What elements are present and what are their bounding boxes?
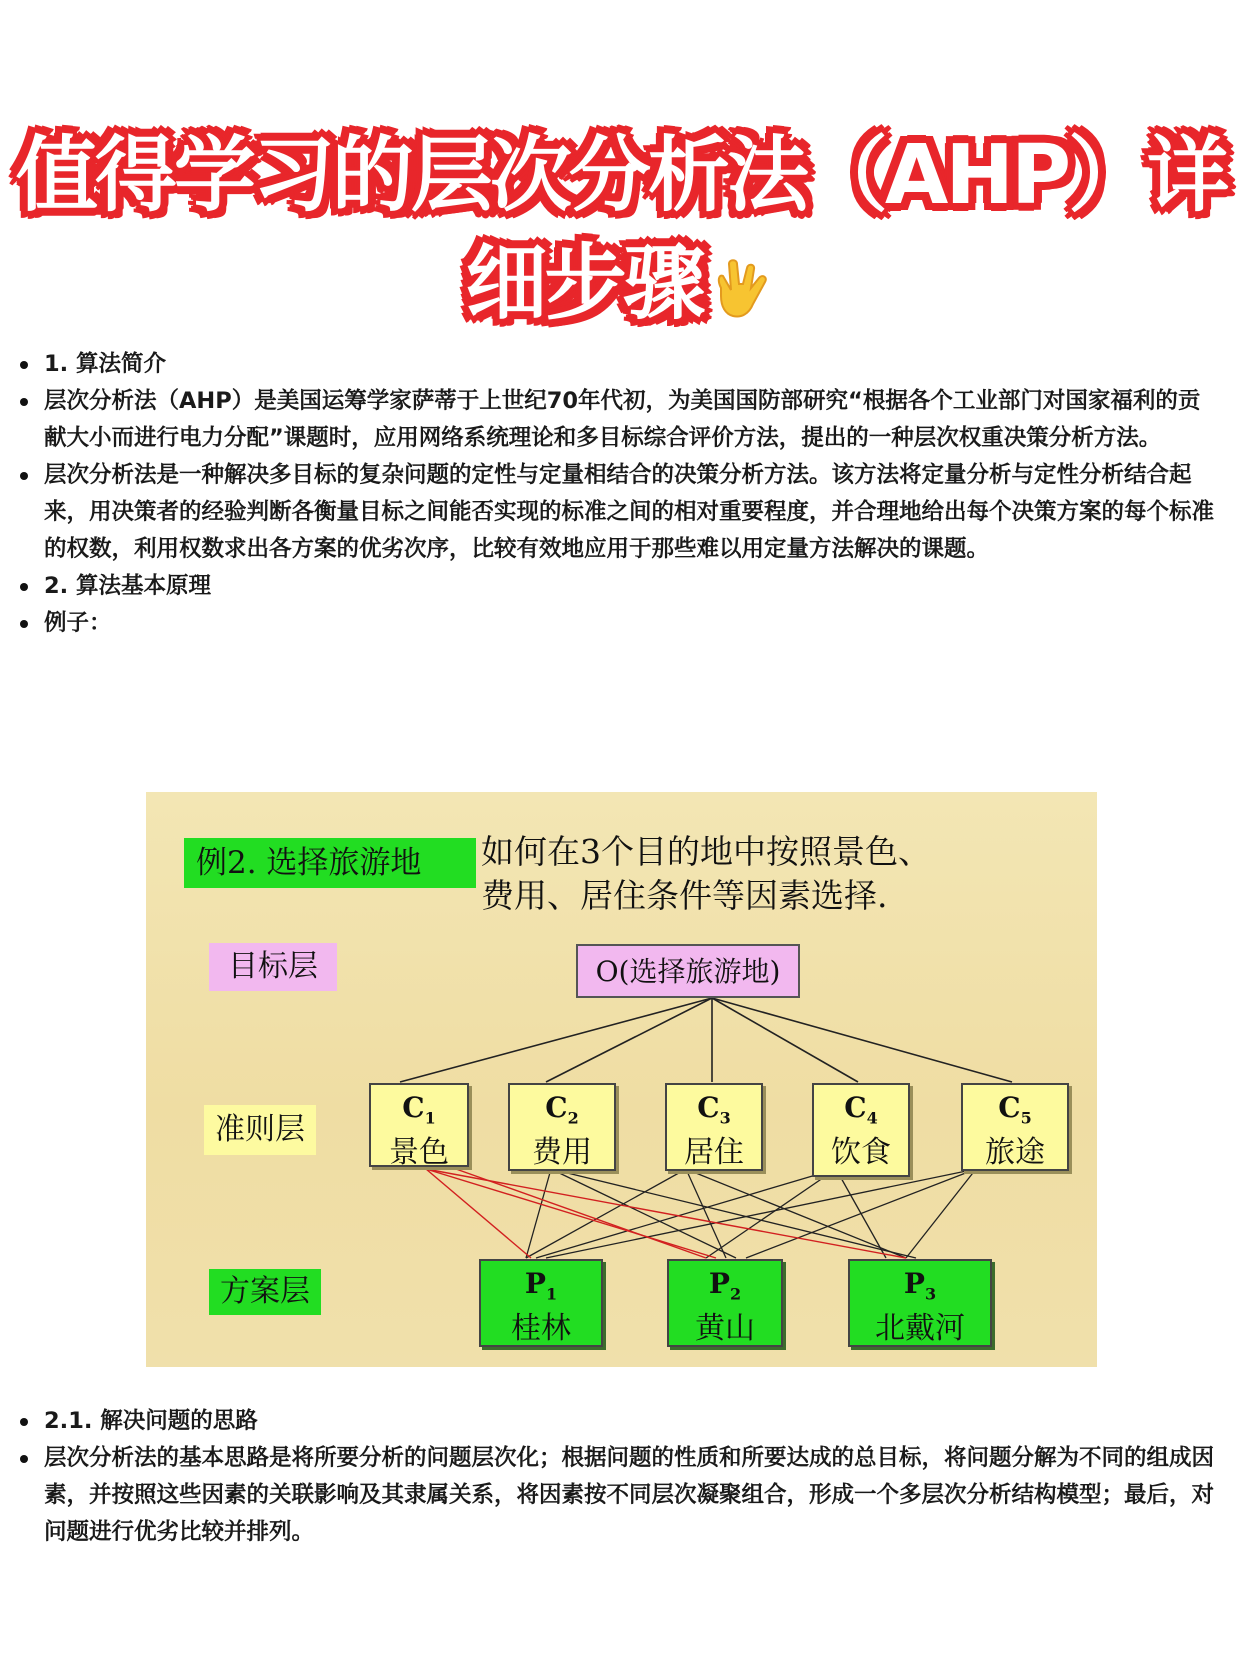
list-item: 例子： — [20, 605, 1220, 642]
list-item: 层次分析法是一种解决多目标的复杂问题的定性与定量相结合的决策分析方法。该方法将定量分析与定性分析结合起来，用决策者的经验判断各衡量目标之间能否实现的标准之间的相对重要程度，并合理地给出每个决策方案的每个标准的权数，利用权数求出各方案的优劣次序，比较有效地应用于那些难以用定量方法解决的课题。 — [20, 457, 1220, 568]
list-item: 1. 算法简介 — [20, 346, 1220, 383]
criterion-box-c3: $C_3$ 居住 — [665, 1083, 763, 1171]
question-line-2: 费用、居住条件等因素选择. — [481, 876, 888, 915]
title-line-1: 值得学习的层次分析法（AHP）详 — [15, 128, 1227, 223]
question-line-1: 如何在3个目的地中按照景色、 — [481, 832, 931, 871]
example-label: 例2. 选择旅游地 — [184, 838, 476, 888]
criterion-box-c2: $C_2$ 费用 — [508, 1083, 616, 1171]
section-list — [20, 1403, 1220, 1551]
plan-box-p3: $P_3$ 北戴河 — [848, 1259, 992, 1347]
plan-box-p1: $P_1$ 桂林 — [479, 1259, 603, 1347]
criterion-box-c4: $C_4$ 饮食 — [812, 1083, 910, 1177]
criterion-box-c1: $C_1$ 景色 — [369, 1083, 469, 1167]
intro-list — [20, 346, 1220, 642]
list-item: 2.1. 解决问题的思路 — [20, 1403, 1220, 1440]
title-line-2: 细步骤 — [465, 236, 703, 331]
list-item: 2. 算法基本原理 — [20, 568, 1220, 605]
goal-layer-label: 目标层 — [209, 943, 337, 991]
plan-box-p2: $P_2$ 黄山 — [667, 1259, 783, 1347]
goal-box: O(选择旅游地) — [576, 944, 800, 998]
list-item: 层次分析法（AHP）是美国运筹学家萨蒂于上世纪70年代初，为美国国防部研究“根据各个工业部门对国家福利的贡献大小而进行电力分配”课题时，应用网络系统理论和多目标综合评价方法，提出的一种层次权重决策分析方法。 — [20, 383, 1220, 457]
list-item: 层次分析法的基本思路是将所要分析的问题层次化；根据问题的性质和所要达成的总目标，将问题分解为不同的组成因素，并按照这些因素的关联影响及其隶属关系，将因素按不同层次凝聚组合，形成一个多层次分析结构模型；最后，对问题进行优劣比较并排列。 — [20, 1440, 1220, 1551]
criterion-box-c5: $C_5$ 旅途 — [961, 1083, 1069, 1171]
plan-layer-label: 方案层 — [209, 1269, 321, 1315]
page-title — [0, 122, 1242, 338]
ahp-hierarchy-figure — [146, 792, 1097, 1367]
love-you-hand-emoji-icon — [707, 254, 777, 324]
criteria-layer-label: 准则层 — [204, 1105, 316, 1155]
